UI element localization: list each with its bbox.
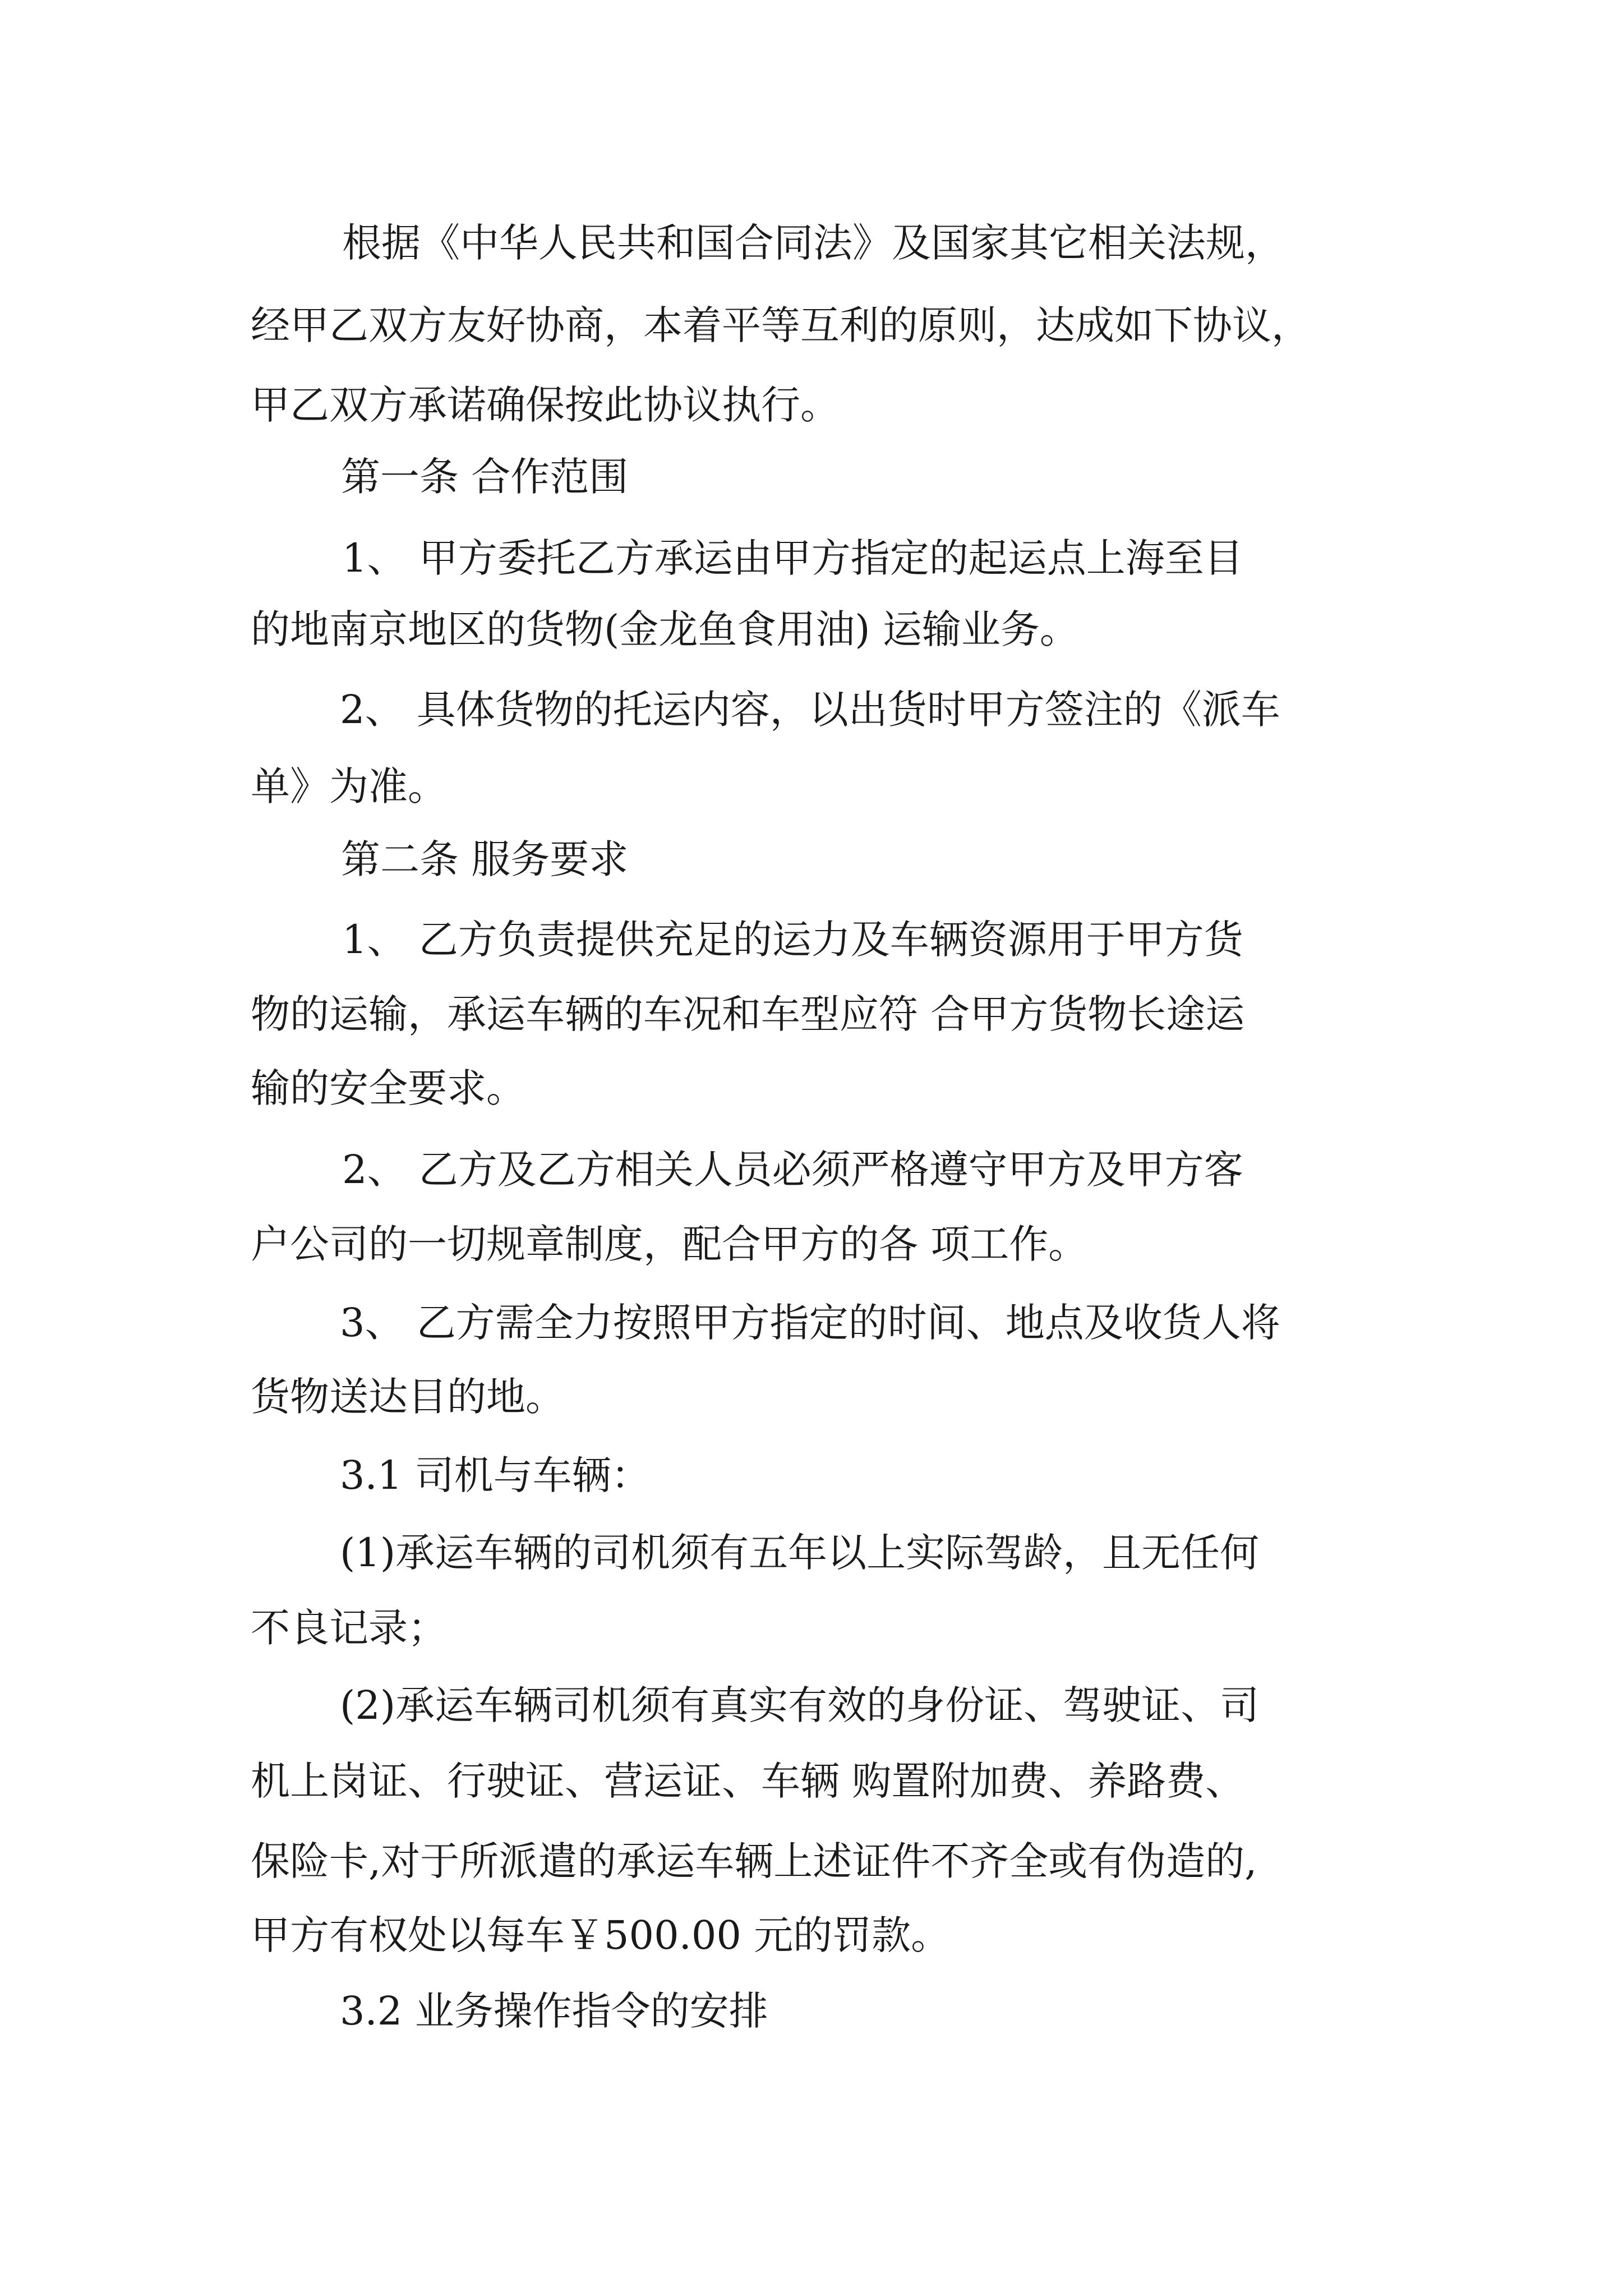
- section-heading-2: 第二条 服务要求: [341, 836, 629, 882]
- text-line-12: 输的安全要求。: [251, 1065, 525, 1111]
- text-line-2: 经甲乙双方友好协商，本着平等互利的原则，达成如下协议，: [251, 302, 1311, 348]
- subsection-heading-3-2: 3.2 业务操作指令的安排: [340, 1988, 768, 2034]
- text-line-3: 甲乙双方承诺确保按此协议执行。: [251, 382, 840, 428]
- text-line-6: 的地南京地区的货物(金龙鱼食用油) 运输业务。: [251, 606, 1079, 652]
- text-line-16: 货物送达目的地。: [251, 1374, 565, 1420]
- text-line-14: 户公司的一切规章制度，配合甲方的各 项工作。: [251, 1221, 1088, 1267]
- text-line-7: 2、 具体货物的托运内容，以出货时甲方签注的《派车: [340, 687, 1280, 733]
- text-line-21: 机上岗证、行驶证、营运证、车辆 购置附加费、养路费、: [251, 1758, 1245, 1804]
- text-line-10: 1、 乙方负责提供充足的运力及车辆资源用于甲方货: [342, 917, 1243, 963]
- text-line-23: 甲方有权处以每车￥500.00 元的罚款。: [251, 1912, 951, 1958]
- section-heading-1: 第一条 合作范围: [341, 454, 629, 500]
- text-line-19: 不良记录；: [251, 1605, 447, 1651]
- text-line-20: (2)承运车辆司机须有真实有效的身份证、驾驶证、司: [340, 1682, 1260, 1728]
- text-line-15: 3、 乙方需全力按照甲方指定的时间、地点及收货人将: [340, 1300, 1280, 1346]
- text-line-18: (1)承运车辆的司机须有五年以上实际驾龄，且无任何: [340, 1530, 1260, 1576]
- text-line-5: 1、 甲方委托乙方承运由甲方指定的起运点上海至目: [342, 535, 1243, 581]
- text-line-8: 单》为准。: [251, 763, 447, 809]
- text-line-1: 根据《中华人民共和国合同法》及国家其它相关法规，: [342, 220, 1284, 266]
- subsection-heading-3-1: 3.1 司机与车辆：: [340, 1452, 651, 1498]
- text-line-13: 2、 乙方及乙方相关人员必须严格遵守甲方及甲方客: [342, 1147, 1243, 1193]
- text-line-11: 物的运输，承运车辆的车况和车型应符 合甲方货物长途运: [251, 991, 1245, 1037]
- text-line-22: 保险卡,对于所派遣的承运车辆上述证件不齐全或有伪造的,: [251, 1838, 1257, 1884]
